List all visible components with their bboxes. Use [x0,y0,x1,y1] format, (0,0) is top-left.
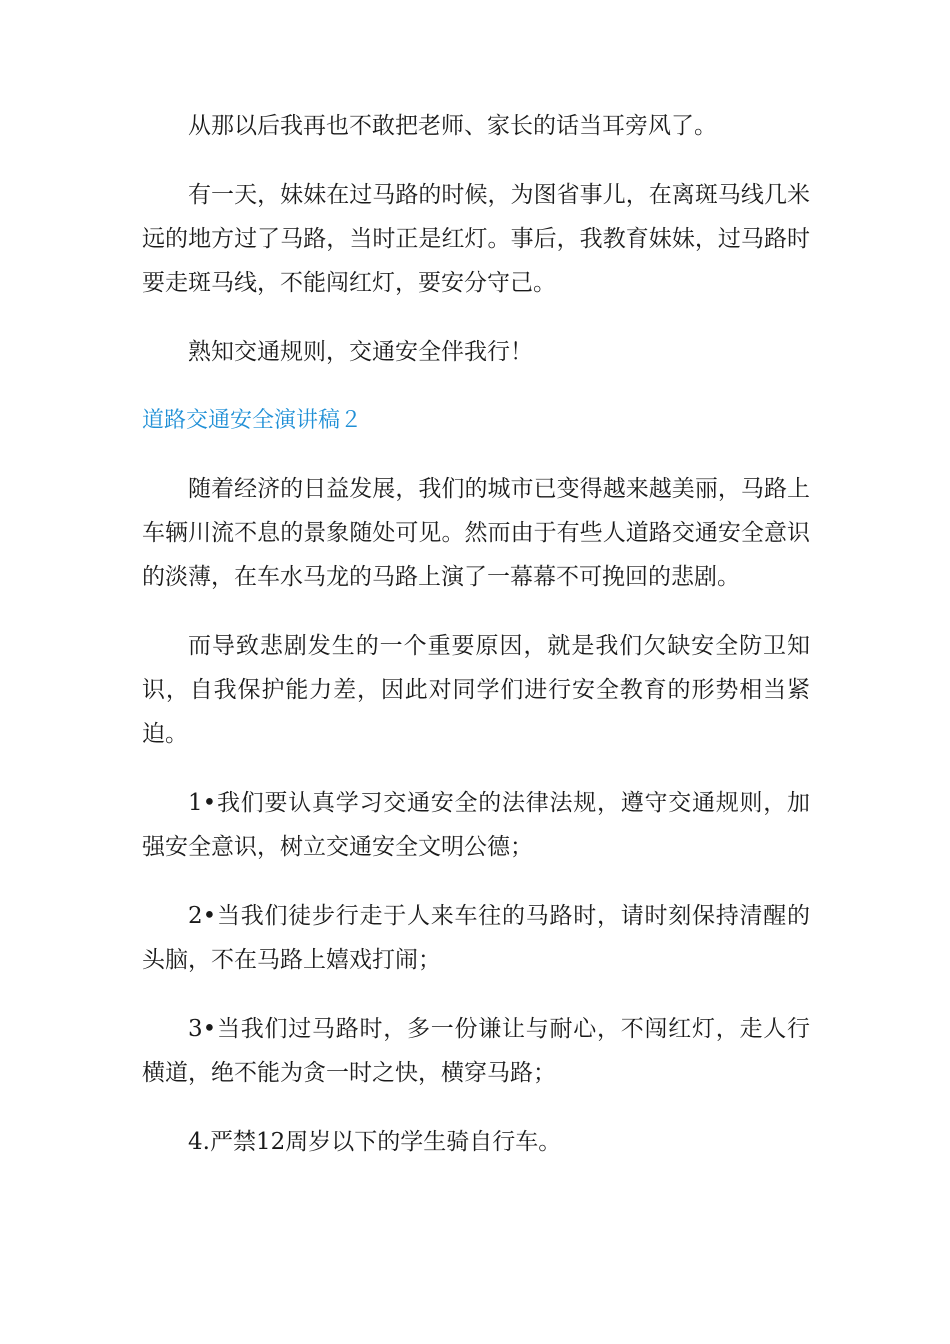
paragraph: 随着经济的日益发展，我们的城市已变得越来越美丽，马路上车辆川流不息的景象随处可见。然而由于有些人道路交通安全意识的淡薄，在车水马龙的马路上演了一幕幕不可挽回的悲剧。 [142,476,810,590]
list-item-paragraph: 1•我们要认真学习交通安全的法律法规，遵守交通规则，加强安全意识，树立交通安全文明公德； [142,790,810,860]
paragraph: 有一天，妹妹在过马路的时候，为图省事儿，在离斑马线几米远的地方过了马路，当时正是红灯。事后，我教育妹妹，过马路时要走斑马线，不能闯红灯，要安分守己。 [142,182,810,296]
paragraph: 而导致悲剧发生的一个重要原因，就是我们欠缺安全防卫知识，自我保护能力差，因此对同学们进行安全教育的形势相当紧迫。 [142,633,810,747]
paragraph: 从那以后我再也不敢把老师、家长的话当耳旁风了。 [188,113,717,139]
list-item-paragraph: 3•当我们过马路时，多一份谦让与耐心，不闯红灯，走人行横道，绝不能为贪一时之快，横穿马路； [142,1016,810,1086]
section-heading: 道路交通安全演讲稿２ [142,408,363,433]
paragraph: 熟知交通规则，交通安全伴我行！ [188,339,533,365]
list-item-paragraph: 4.严禁12周岁以下的学生骑自行车。 [188,1129,562,1155]
document-body [142,104,810,1189]
list-item-paragraph: 2•当我们徒步行走于人来车往的马路时，请时刻保持清醒的头脑，不在马路上嬉戏打闹； [142,903,810,973]
